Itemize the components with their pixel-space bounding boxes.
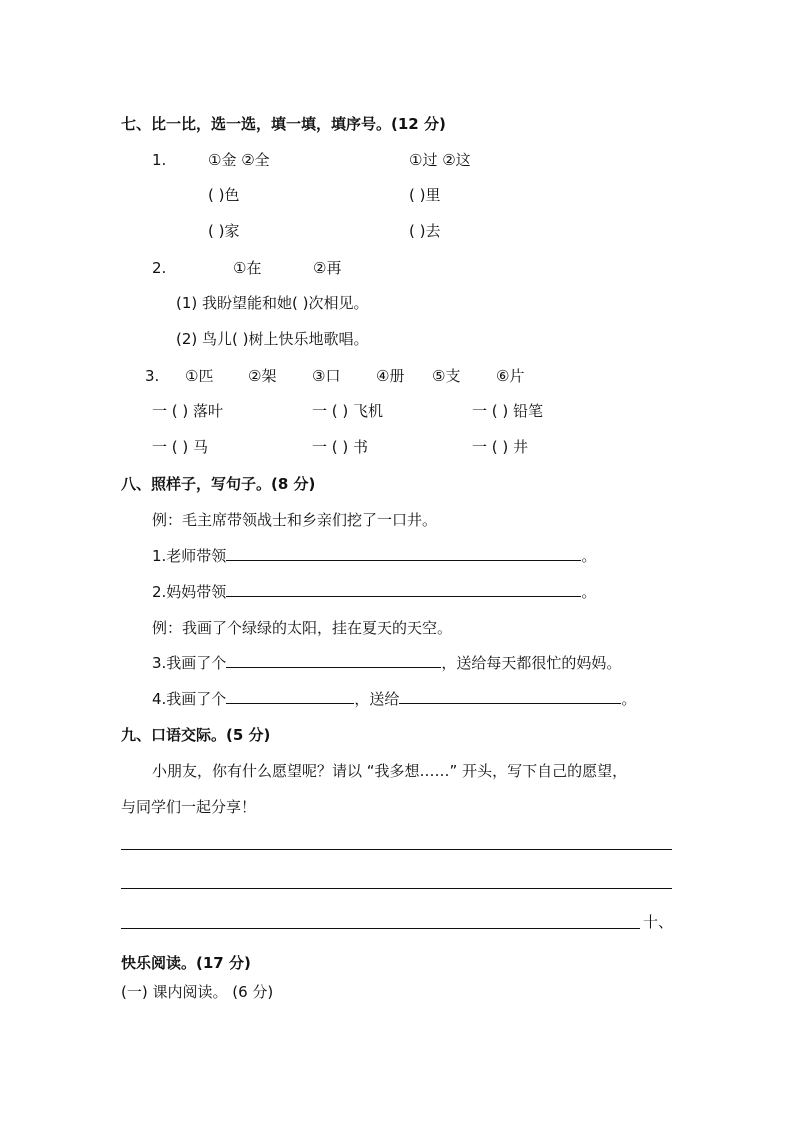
q1-right-options: ①过 ②这 xyxy=(409,151,471,169)
q1-left-options: ①金 ②全 xyxy=(208,151,270,169)
sentence-line-2 xyxy=(152,582,596,602)
q2-item-2: (2) 鸟儿( )树上快乐地歌唱。 xyxy=(176,330,369,348)
q1-right-blank-2: ( )去 xyxy=(409,222,441,240)
sentence-end: 。 xyxy=(581,547,597,565)
q3-option: ②架 xyxy=(248,367,277,385)
q3-option: ③口 xyxy=(312,367,341,385)
q3-blank: 一 ( ) 落叶 xyxy=(152,402,224,420)
q2-item-1: (1) 我盼望能和她( )次相见。 xyxy=(176,294,369,312)
answer-blank[interactable] xyxy=(226,546,581,561)
sentence-middle: ，送给 xyxy=(354,690,400,708)
q3-blank: 一 ( ) 飞机 xyxy=(312,402,384,420)
answer-blank[interactable] xyxy=(399,689,621,704)
section-10-number: 十、 xyxy=(643,913,674,931)
q3-blank: 一 ( ) 马 xyxy=(152,438,209,456)
writing-line[interactable] xyxy=(121,928,640,929)
sentence-suffix: ，送给每天都很忙的妈妈。 xyxy=(441,654,622,672)
sentence-prefix: 4.我画了个 xyxy=(152,690,227,708)
section-7-title: 七、比一比，选一选，填一填，填序号。(12 分) xyxy=(121,115,446,133)
writing-line[interactable] xyxy=(121,849,672,850)
sentence-line-4 xyxy=(152,689,636,709)
sentence-line-3 xyxy=(152,653,621,673)
writing-line[interactable] xyxy=(121,888,672,889)
q3-option: ④册 xyxy=(376,367,405,385)
sentence-end: 。 xyxy=(581,583,597,601)
example-sentence-2: 例：我画了个绿绿的太阳，挂在夏天的天空。 xyxy=(152,619,453,637)
q3-number: 3. xyxy=(145,367,160,385)
sentence-prefix: 3.我画了个 xyxy=(152,654,227,672)
section-9-title: 九、口语交际。(5 分) xyxy=(121,726,271,744)
reading-subsection-title: (一) 课内阅读。 (6 分) xyxy=(121,983,274,1001)
q1-left-blank-2: ( )家 xyxy=(208,222,240,240)
q3-blank: 一 ( ) 铅笔 xyxy=(472,402,544,420)
speaking-prompt-line-2: 与同学们一起分享！ xyxy=(121,798,257,816)
answer-blank[interactable] xyxy=(226,689,354,704)
q2-number: 2. xyxy=(152,259,167,277)
sentence-end: 。 xyxy=(621,690,637,708)
section-8-title: 八、照样子，写句子。(8 分) xyxy=(121,475,316,493)
q3-option: ⑥片 xyxy=(496,367,525,385)
q2-option-2: ②再 xyxy=(313,259,342,277)
example-sentence-1: 例：毛主席带领战士和乡亲们挖了一口井。 xyxy=(152,511,438,529)
q3-blank: 一 ( ) 井 xyxy=(472,438,529,456)
section-10-title: 快乐阅读。(17 分) xyxy=(121,954,251,972)
q2-option-1: ①在 xyxy=(233,259,262,277)
answer-blank[interactable] xyxy=(226,582,581,597)
speaking-prompt-line-1: 小朋友，你有什么愿望呢？请以 “我多想……” 开头，写下自己的愿望， xyxy=(152,762,628,780)
sentence-prefix: 1.老师带领 xyxy=(152,547,227,565)
answer-blank[interactable] xyxy=(226,653,441,668)
q1-number: 1. xyxy=(152,151,167,169)
q3-option: ①匹 xyxy=(185,367,214,385)
q3-option: ⑤支 xyxy=(432,367,461,385)
sentence-prefix: 2.妈妈带领 xyxy=(152,583,227,601)
sentence-line-1 xyxy=(152,546,596,566)
q1-right-blank-1: ( )里 xyxy=(409,186,441,204)
q3-blank: 一 ( ) 书 xyxy=(312,438,369,456)
q1-left-blank-1: ( )色 xyxy=(208,186,240,204)
